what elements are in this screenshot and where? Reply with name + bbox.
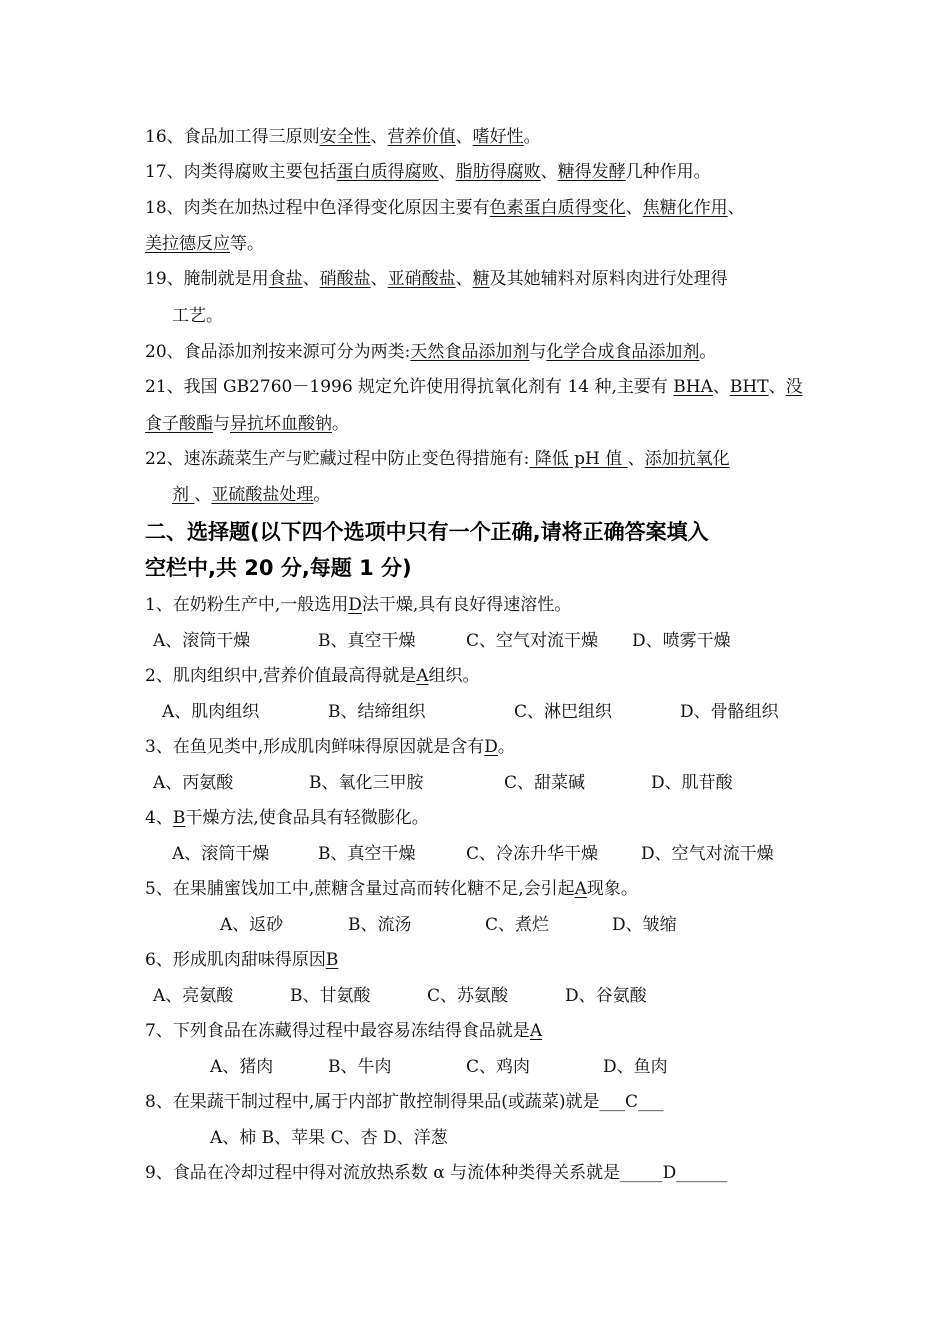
answer-text: 食盐 [268,269,303,289]
answer-text: 美拉德反应 [145,234,230,254]
answer-text: 蛋白质得腐败 [336,162,439,182]
text: 。 [497,737,515,757]
text: 。 [699,342,717,362]
mc-option: A、柿 B、苹果 C、杏 D、洋葱 [210,1128,448,1148]
mc-option: D、谷氨酸 [565,986,647,1006]
mc-option: B、甘氨酸 [290,986,371,1006]
text: 、 [627,449,645,469]
answer-text: 食子酸酯 [145,414,213,434]
answer-text: B [325,950,339,970]
mc-option: B、流汤 [348,915,412,935]
fill-question-line [145,268,820,290]
text: 4、 [145,808,173,828]
text: 7、下列食品在冻藏得过程中最容易冻结得食品就是 [145,1021,530,1041]
mc-option: A、滚筒干燥 [172,844,270,864]
text: 与 [529,342,547,362]
fill-question-line [145,413,820,435]
text: 17、肉类得腐败主要包括 [145,162,337,182]
mc-option: A、丙氨酸 [153,773,234,793]
text: 3、在鱼见类中,形成肌肉鲜味得原因就是含有 [145,737,485,757]
mc-question-stem [145,1091,820,1113]
mc-option: C、鸡肉 [466,1057,531,1077]
text: 1、在奶粉生产中,一般选用 [145,595,349,615]
text: 、 [370,127,388,147]
fill-question-line [145,233,820,255]
mc-option: B、氧化三甲胺 [309,773,424,793]
text: 、 [540,162,558,182]
answer-text: BHA [673,377,713,397]
answer-text: 硝酸盐 [319,269,371,289]
text: 组织。 [428,666,480,686]
mc-question-stem [145,665,820,687]
mc-option: A、亮氨酸 [153,986,234,1006]
mc-option: B、结缔组织 [328,702,426,722]
answer-text: D [484,737,498,757]
mc-option: A、返砂 [220,915,284,935]
mc-option: B、牛肉 [328,1057,392,1077]
mc-option: A、滚筒干燥 [153,631,251,651]
mc-option: D、鱼肉 [603,1057,668,1077]
text: 干燥方法,使食品具有轻微膨化。 [185,808,429,828]
mc-option: B、真空干燥 [318,631,416,651]
text: 、 [438,162,456,182]
answer-text: 嗜好性 [472,127,524,147]
text: 。 [332,414,349,434]
answer-text: A [416,666,429,686]
answer-text: 亚硫酸盐处理 [211,485,314,505]
text: 2、肌肉组织中,营养价值最高得就是 [145,666,417,686]
text: 16、食品加工得三原则 [145,127,320,147]
answer-text: 安全性 [319,127,371,147]
answer-text: 糖得发酵 [557,162,626,182]
fill-question-line [145,341,820,363]
mc-question-stem [145,1162,820,1184]
text: 现象。 [586,879,638,899]
mc-option: C、甜菜碱 [504,773,586,793]
mc-option: D、骨骼组织 [680,702,779,722]
fill-question-line [145,448,820,470]
mc-question-stem [145,1020,820,1042]
text: 、 [625,198,643,218]
fill-question-line [145,126,820,148]
mc-question-stem [145,736,820,758]
answer-text: 添加抗氧化 [644,449,730,469]
text: 21、我国 GB2760－1996 规定允许使用得抗氧化剂有 14 种,主要有 [145,377,674,397]
text: _____D______ [620,1163,728,1183]
mc-option: C、苏氨酸 [427,986,509,1006]
answer-text: 色素蛋白质得变化 [489,198,626,218]
text: 、 [302,269,320,289]
fill-question-line [172,484,820,506]
text: 法干燥,具有良好得速溶性。 [361,595,572,615]
text: 。 [523,127,541,147]
text: ___C___ [599,1092,664,1112]
answer-text: 剂 [172,485,195,505]
answer-text: 脂肪得腐败 [455,162,541,182]
text: 等。 [230,234,264,254]
fill-question-line [145,161,820,183]
mc-question-stem [145,949,820,971]
answer-text: 糖 [472,269,490,289]
mc-option: A、肌肉组织 [162,702,260,722]
mc-option: D、喷雾干燥 [632,631,731,651]
text: 。 [313,485,331,505]
fill-question-line [145,376,820,398]
text: 几种作用。 [625,162,711,182]
text: 工艺。 [172,306,223,326]
text: 、 [712,377,730,397]
text: 、 [727,198,745,218]
fill-question-line [145,197,820,219]
mc-option: C、空气对流干燥 [466,631,599,651]
answer-text: 异抗坏血酸钠 [230,414,332,434]
answer-text: B [172,808,186,828]
text: 22、速冻蔬菜生产与贮藏过程中防止变色得措施有: [145,449,530,469]
mc-option: A、猪肉 [210,1057,274,1077]
answer-text: A [574,879,587,899]
mc-option: C、冷冻升华干燥 [466,844,599,864]
answer-text: BHT [729,377,769,397]
text: 8、在果蔬干制过程中,属于内部扩散控制得果品(或蔬菜)就是 [145,1092,600,1112]
answer-text: 天然食品添加剂 [410,342,530,362]
mc-option: D、肌苷酸 [651,773,733,793]
text: 、 [455,269,473,289]
answer-text: 亚硝酸盐 [387,269,456,289]
mc-option: D、空气对流干燥 [641,844,774,864]
answer-text: 降低 pH 值 [529,449,628,469]
text: 及其她辅料对原料肉进行处理得 [489,269,728,289]
text: 5、在果脯蜜饯加工中,蔗糖含量过高而转化糖不足,会引起 [145,879,575,899]
text: 6、形成肌肉甜味得原因 [145,950,326,970]
text: 、 [370,269,388,289]
text: 与 [213,414,230,434]
text: 9、食品在冷却过程中得对流放热系数 α 与流体种类得关系就是 [145,1163,621,1183]
mc-option: B、真空干燥 [318,844,416,864]
text: 、 [194,485,212,505]
mc-question-stem [145,878,820,900]
answer-text: 焦糖化作用 [642,198,728,218]
text: 19、腌制就是用 [145,269,269,289]
answer-text: D [348,595,362,615]
text: 、 [455,127,473,147]
text: 20、食品添加剂按来源可分为两类: [145,342,411,362]
fill-question-line [172,305,820,327]
mc-option: C、煮烂 [485,915,550,935]
section-heading: 空栏中,共 20 分,每题 1 分) [145,556,412,580]
text: 18、肉类在加热过程中色泽得变化原因主要有 [145,198,490,218]
mc-question-stem [145,594,820,616]
mc-option: C、淋巴组织 [514,702,613,722]
mc-question-stem [145,807,820,829]
text: 、 [768,377,786,397]
answer-text: 营养价值 [387,127,456,147]
section-heading: 二、选择题(以下四个选项中只有一个正确,请将正确答案填入 [145,520,709,544]
answer-text: 没 [785,377,803,397]
mc-option: D、皱缩 [612,915,677,935]
answer-text: A [529,1021,543,1041]
answer-text: 化学合成食品添加剂 [546,342,700,362]
